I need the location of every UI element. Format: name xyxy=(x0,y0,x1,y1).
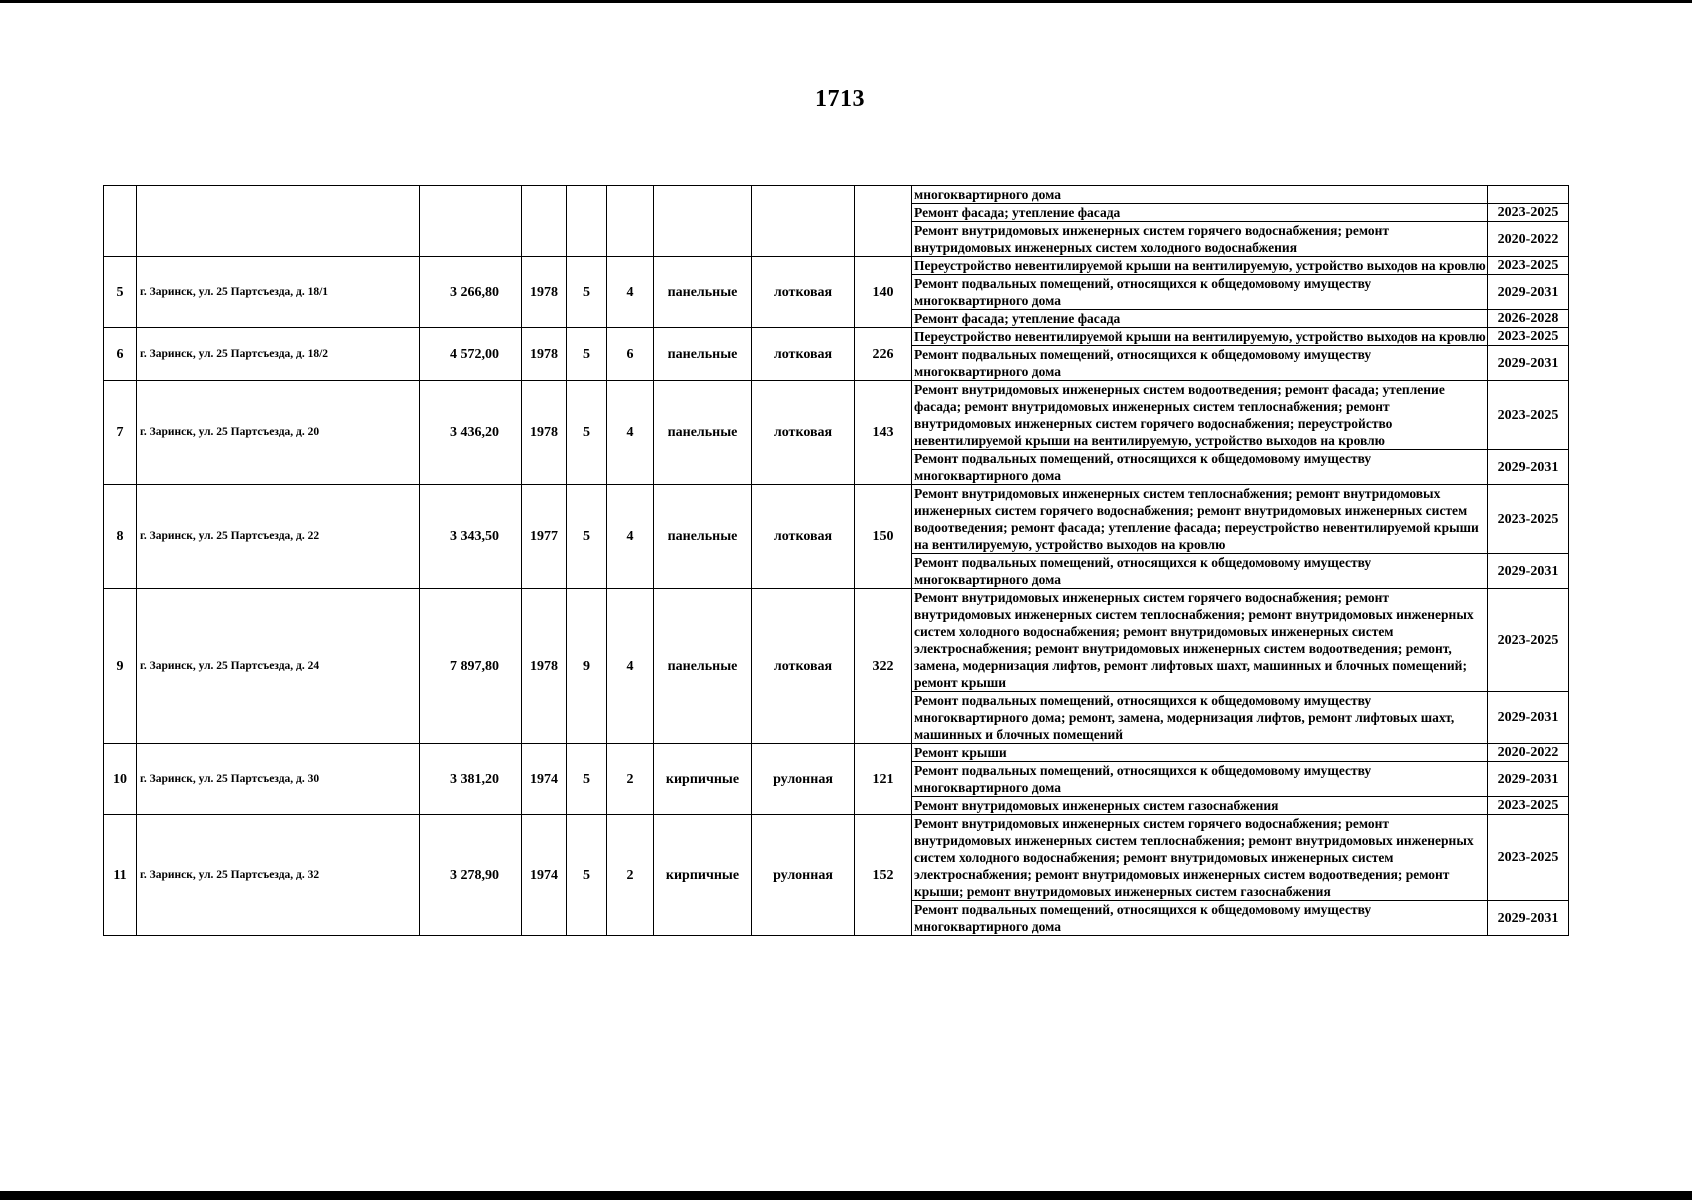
cell-year: 1974 xyxy=(522,815,567,936)
cell-period xyxy=(1488,186,1569,204)
cell-address: г. Заринск, ул. 25 Партсъезда, д. 30 xyxy=(137,744,420,815)
cell-walls: панельные xyxy=(654,381,752,485)
cell-period: 2029-2031 xyxy=(1488,346,1569,381)
cell-period: 2029-2031 xyxy=(1488,554,1569,589)
cell-walls xyxy=(654,186,752,257)
cell-number: 7 xyxy=(104,381,137,485)
cell-floors xyxy=(567,186,607,257)
cell-roof: лотковая xyxy=(752,328,855,381)
cell-floors: 5 xyxy=(567,328,607,381)
cell-work: Ремонт фасада; утепление фасада xyxy=(912,310,1488,328)
cell-work: Ремонт подвальных помещений, относящихся к общедомовому имуществу многоквартирного дома xyxy=(912,275,1488,310)
cell-floors: 5 xyxy=(567,257,607,328)
cell-number: 8 xyxy=(104,485,137,589)
cell-roof: лотковая xyxy=(752,589,855,744)
cell-work: Ремонт внутридомовых инженерных систем газоснабжения xyxy=(912,797,1488,815)
cell-work: Ремонт внутридомовых инженерных систем теплоснабжения; ремонт внутридомовых инженерных систем горячего водоснабжения; ремонт внутридомовых инженерных систем водоотведения; ремонт фасада; утепление фасада; переустройство невентилируемой крыши на вентилируемую, устройство выходов на кровлю xyxy=(912,485,1488,554)
cell-entrances: 4 xyxy=(607,381,654,485)
cell-walls: панельные xyxy=(654,257,752,328)
cell-area: 3 343,50 xyxy=(420,485,522,589)
cell-period: 2023-2025 xyxy=(1488,485,1569,554)
cell-entrances: 6 xyxy=(607,328,654,381)
cell-work: Ремонт подвальных помещений, относящихся к общедомовому имуществу многоквартирного дома xyxy=(912,346,1488,381)
cell-address: г. Заринск, ул. 25 Партсъезда, д. 20 xyxy=(137,381,420,485)
cell-walls: панельные xyxy=(654,485,752,589)
cell-area: 7 897,80 xyxy=(420,589,522,744)
cell-year: 1978 xyxy=(522,381,567,485)
cell-roof: лотковая xyxy=(752,381,855,485)
cell-residents: 140 xyxy=(855,257,912,328)
cell-period: 2020-2022 xyxy=(1488,744,1569,762)
cell-work: Переустройство невентилируемой крыши на вентилируемую, устройство выходов на кровлю xyxy=(912,257,1488,275)
cell-entrances: 2 xyxy=(607,744,654,815)
cell-address: г. Заринск, ул. 25 Партсъезда, д. 24 xyxy=(137,589,420,744)
cell-period: 2029-2031 xyxy=(1488,692,1569,744)
cell-period: 2029-2031 xyxy=(1488,762,1569,797)
cell-period: 2020-2022 xyxy=(1488,222,1569,257)
cell-period: 2023-2025 xyxy=(1488,328,1569,346)
cell-floors: 5 xyxy=(567,485,607,589)
cell-address: г. Заринск, ул. 25 Партсъезда, д. 18/2 xyxy=(137,328,420,381)
cell-year: 1977 xyxy=(522,485,567,589)
cell-period: 2029-2031 xyxy=(1488,275,1569,310)
cell-residents: 322 xyxy=(855,589,912,744)
cell-work: Ремонт фасада; утепление фасада xyxy=(912,204,1488,222)
cell-walls: кирпичные xyxy=(654,815,752,936)
cell-roof: лотковая xyxy=(752,257,855,328)
cell-period: 2023-2025 xyxy=(1488,381,1569,450)
cell-number: 11 xyxy=(104,815,137,936)
cell-year: 1978 xyxy=(522,257,567,328)
cell-work: Ремонт внутридомовых инженерных систем горячего водоснабжения; ремонт внутридомовых инженерных систем теплоснабжения; ремонт внутридомовых инженерных систем холодного водоснабжения; ремонт внутридомовых инженерных систем электроснабжения; ремонт внутридомовых инженерных систем водоотведения; ремонт крыши; ремонт внутридомовых инженерных систем газоснабжения xyxy=(912,815,1488,901)
cell-area: 3 278,90 xyxy=(420,815,522,936)
cell-period: 2023-2025 xyxy=(1488,204,1569,222)
cell-number: 5 xyxy=(104,257,137,328)
cell-period: 2023-2025 xyxy=(1488,797,1569,815)
cell-roof: лотковая xyxy=(752,485,855,589)
cell-work: Ремонт подвальных помещений, относящихся к общедомовому имуществу многоквартирного дома xyxy=(912,554,1488,589)
cell-number: 6 xyxy=(104,328,137,381)
cell-entrances: 4 xyxy=(607,589,654,744)
cell-period: 2023-2025 xyxy=(1488,815,1569,901)
cell-work: Ремонт подвальных помещений, относящихся к общедомовому имуществу многоквартирного дома xyxy=(912,901,1488,936)
cell-residents: 143 xyxy=(855,381,912,485)
table-row xyxy=(104,744,1569,762)
cell-work: Ремонт внутридомовых инженерных систем горячего водоснабжения; ремонт внутридомовых инженерных систем холодного водоснабжения xyxy=(912,222,1488,257)
cell-floors: 5 xyxy=(567,815,607,936)
cell-work: многоквартирного дома xyxy=(912,186,1488,204)
table-row xyxy=(104,257,1569,275)
cell-entrances: 4 xyxy=(607,257,654,328)
cell-number xyxy=(104,186,137,257)
cell-work: Переустройство невентилируемой крыши на вентилируемую, устройство выходов на кровлю xyxy=(912,328,1488,346)
cell-year: 1974 xyxy=(522,744,567,815)
cell-work: Ремонт подвальных помещений, относящихся к общедомовому имуществу многоквартирного дома xyxy=(912,450,1488,485)
cell-area: 3 436,20 xyxy=(420,381,522,485)
cell-period: 2026-2028 xyxy=(1488,310,1569,328)
cell-residents: 152 xyxy=(855,815,912,936)
cell-number: 10 xyxy=(104,744,137,815)
page-number: 1713 xyxy=(815,86,865,112)
cell-area: 3 266,80 xyxy=(420,257,522,328)
cell-floors: 9 xyxy=(567,589,607,744)
table-row xyxy=(104,589,1569,692)
table-row xyxy=(104,815,1569,901)
cell-roof: рулонная xyxy=(752,744,855,815)
cell-address: г. Заринск, ул. 25 Партсъезда, д. 22 xyxy=(137,485,420,589)
cell-work: Ремонт подвальных помещений, относящихся к общедомовому имуществу многоквартирного дома xyxy=(912,762,1488,797)
cell-year xyxy=(522,186,567,257)
cell-floors: 5 xyxy=(567,744,607,815)
cell-entrances: 2 xyxy=(607,815,654,936)
table-row xyxy=(104,381,1569,450)
cell-year: 1978 xyxy=(522,589,567,744)
cell-number: 9 xyxy=(104,589,137,744)
cell-floors: 5 xyxy=(567,381,607,485)
scan-top-border xyxy=(0,0,1692,3)
table-row xyxy=(104,186,1569,204)
cell-residents: 226 xyxy=(855,328,912,381)
repair-schedule-table xyxy=(103,185,1569,936)
table-row xyxy=(104,485,1569,554)
cell-address: г. Заринск, ул. 25 Партсъезда, д. 32 xyxy=(137,815,420,936)
cell-period: 2029-2031 xyxy=(1488,450,1569,485)
cell-work: Ремонт крыши xyxy=(912,744,1488,762)
cell-area: 3 381,20 xyxy=(420,744,522,815)
cell-address xyxy=(137,186,420,257)
cell-work: Ремонт внутридомовых инженерных систем горячего водоснабжения; ремонт внутридомовых инженерных систем теплоснабжения; ремонт внутридомовых инженерных систем холодного водоснабжения; ремонт внутридомовых инженерных систем электроснабжения; ремонт внутридомовых инженерных систем водоотведения; ремонт, замена, модернизация лифтов, ремонт лифтовых шахт, машинных и блочных помещений; ремонт крыши xyxy=(912,589,1488,692)
cell-area xyxy=(420,186,522,257)
table-row xyxy=(104,328,1569,346)
cell-roof: рулонная xyxy=(752,815,855,936)
cell-residents: 150 xyxy=(855,485,912,589)
cell-roof xyxy=(752,186,855,257)
cell-area: 4 572,00 xyxy=(420,328,522,381)
cell-walls: панельные xyxy=(654,589,752,744)
cell-walls: панельные xyxy=(654,328,752,381)
cell-year: 1978 xyxy=(522,328,567,381)
cell-work: Ремонт внутридомовых инженерных систем водоотведения; ремонт фасада; утепление фасада; ремонт внутридомовых инженерных систем теплоснабжения; ремонт внутридомовых инженерных систем горячего водоснабжения; переустройство невентилируемой крыши на вентилируемую, устройство выходов на кровлю xyxy=(912,381,1488,450)
cell-entrances: 4 xyxy=(607,485,654,589)
cell-entrances xyxy=(607,186,654,257)
cell-residents: 121 xyxy=(855,744,912,815)
table-body xyxy=(104,186,1569,936)
scan-bottom-border xyxy=(0,1191,1692,1200)
cell-address: г. Заринск, ул. 25 Партсъезда, д. 18/1 xyxy=(137,257,420,328)
cell-residents xyxy=(855,186,912,257)
cell-period: 2029-2031 xyxy=(1488,901,1569,936)
cell-period: 2023-2025 xyxy=(1488,589,1569,692)
cell-work: Ремонт подвальных помещений, относящихся к общедомовому имуществу многоквартирного дома; ремонт, замена, модернизация лифтов, ремонт лифтовых шахт, машинных и блочных помещений xyxy=(912,692,1488,744)
cell-walls: кирпичные xyxy=(654,744,752,815)
cell-period: 2023-2025 xyxy=(1488,257,1569,275)
